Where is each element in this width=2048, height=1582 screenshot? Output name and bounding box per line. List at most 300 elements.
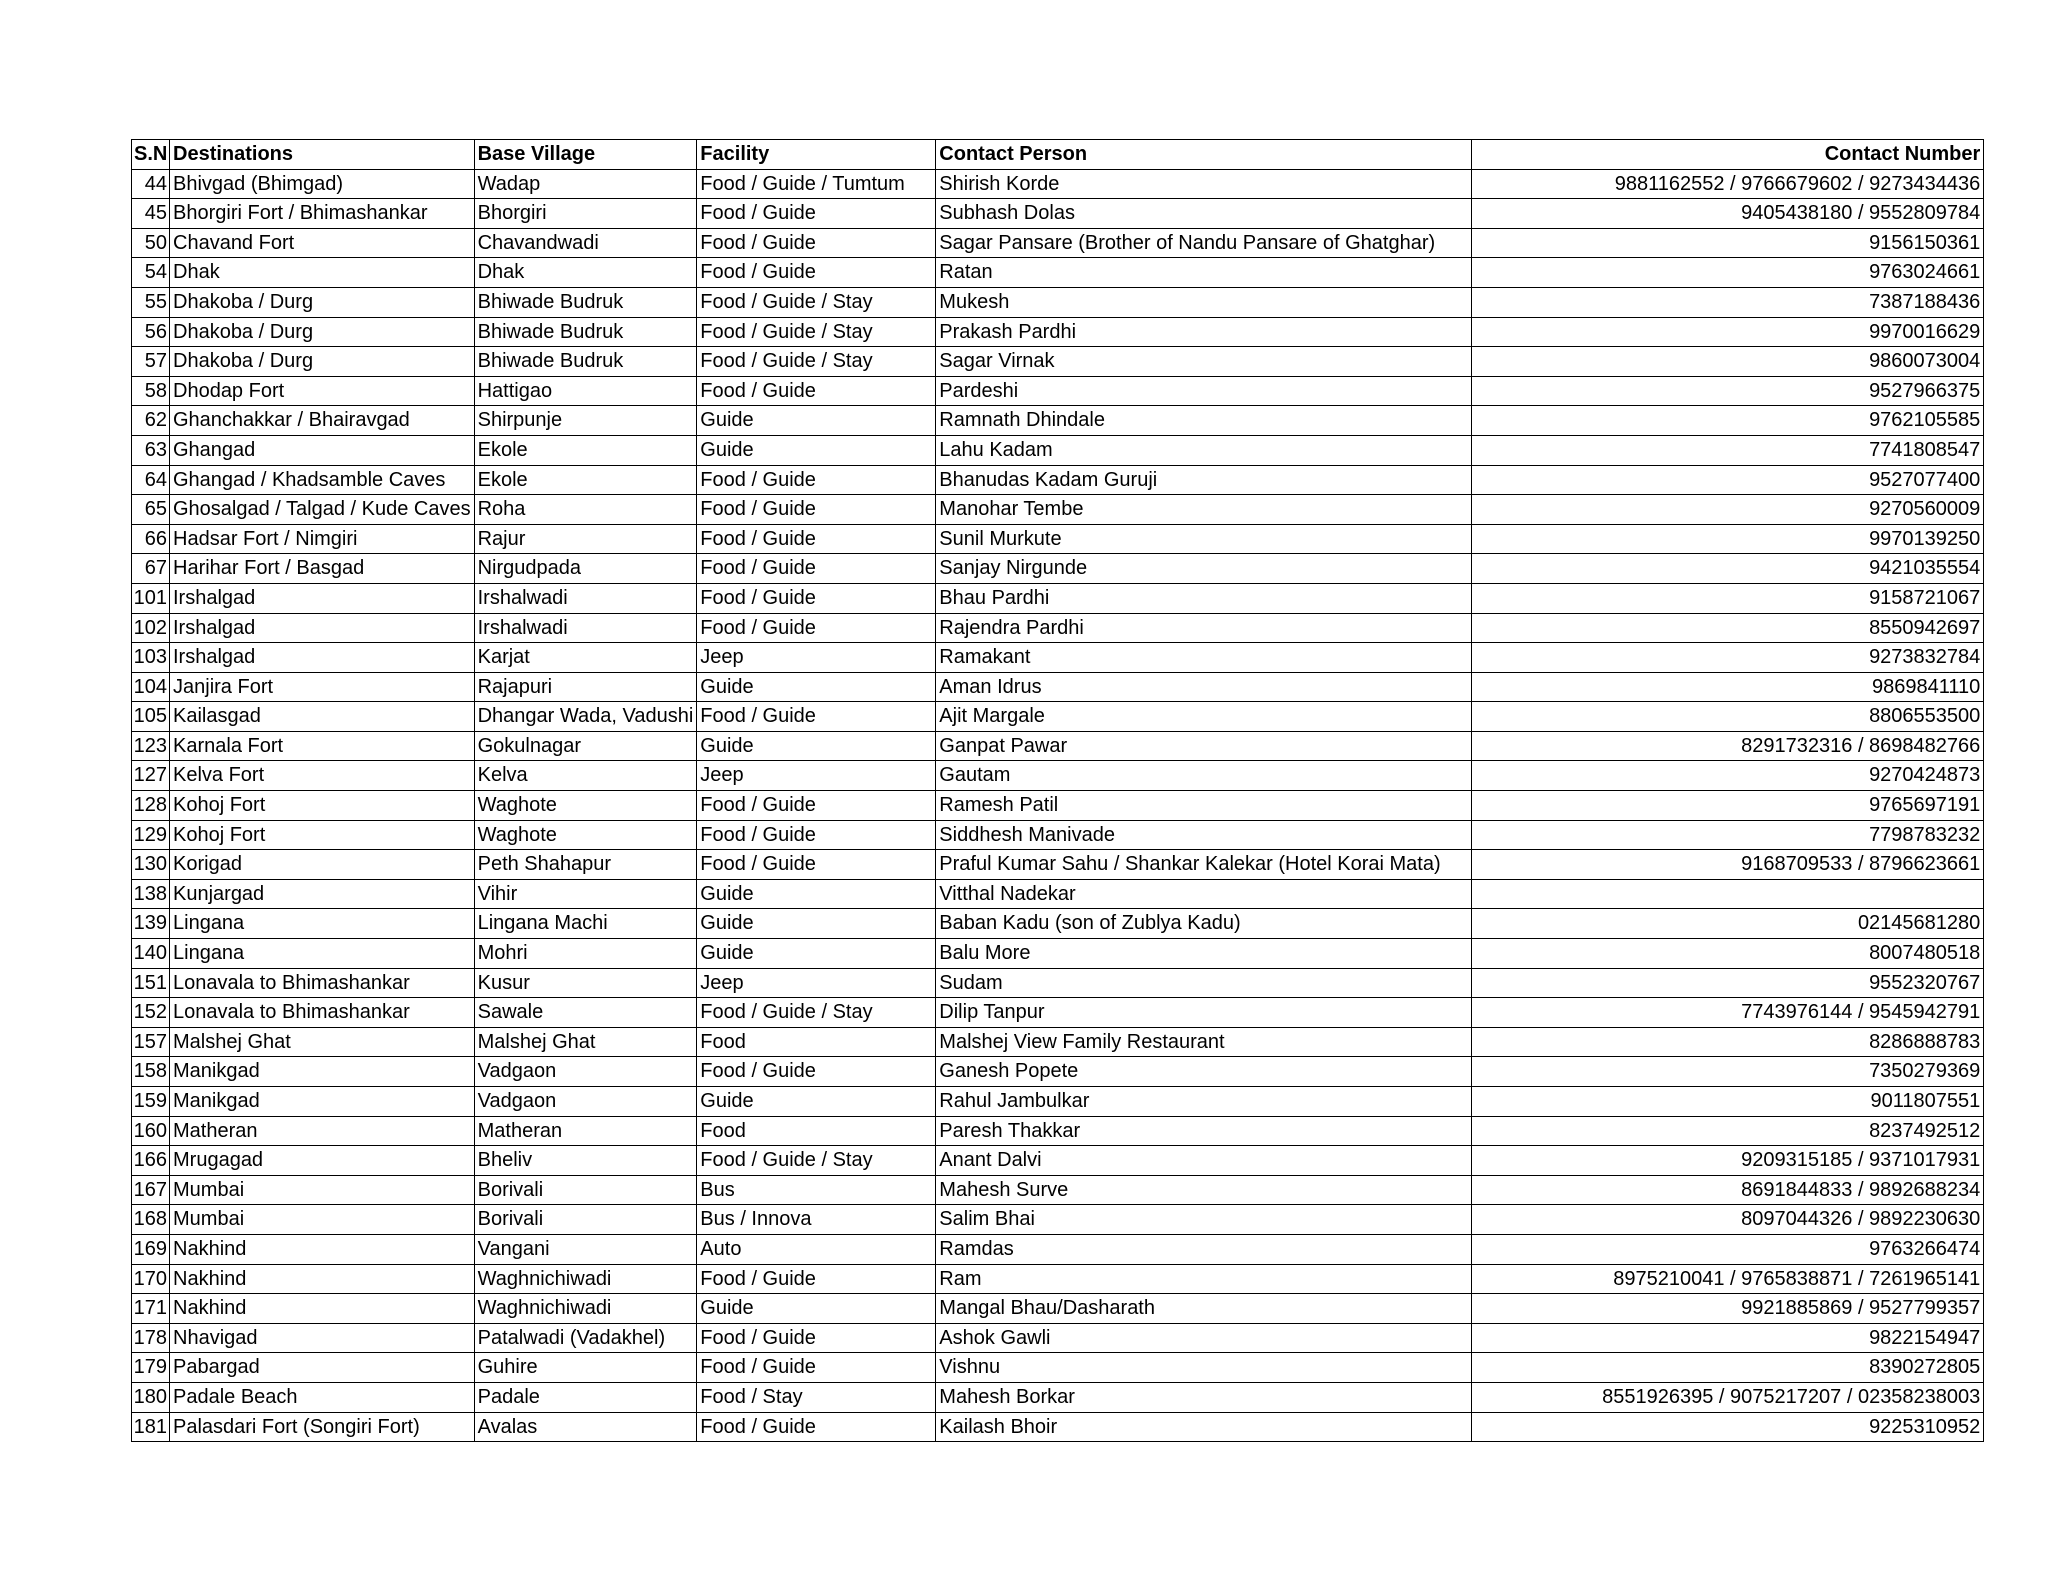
header-facility: Facility <box>697 140 936 170</box>
cell-contact-number: 9421035554 <box>1472 554 1984 584</box>
cell-contact-person: Vishnu <box>936 1353 1472 1383</box>
cell-base-village: Chavandwadi <box>474 228 697 258</box>
cell-sn: 104 <box>132 672 170 702</box>
cell-facility: Guide <box>697 672 936 702</box>
cell-base-village: Karjat <box>474 643 697 673</box>
cell-contact-number: 8237492512 <box>1472 1116 1984 1146</box>
cell-sn: 140 <box>132 939 170 969</box>
cell-contact-number: 9158721067 <box>1472 583 1984 613</box>
cell-facility: Food / Guide / Stay <box>697 317 936 347</box>
cell-facility: Guide <box>697 406 936 436</box>
cell-sn: 103 <box>132 643 170 673</box>
cell-sn: 130 <box>132 850 170 880</box>
cell-contact-number: 9822154947 <box>1472 1323 1984 1353</box>
cell-facility: Food / Guide <box>697 258 936 288</box>
cell-destination: Korigad <box>170 850 475 880</box>
cell-base-village: Malshej Ghat <box>474 1027 697 1057</box>
cell-destination: Mrugagad <box>170 1146 475 1176</box>
cell-destination: Mumbai <box>170 1175 475 1205</box>
cell-base-village: Irshalwadi <box>474 583 697 613</box>
cell-destination: Ghangad <box>170 435 475 465</box>
cell-facility: Guide <box>697 435 936 465</box>
cell-facility: Food / Guide <box>697 495 936 525</box>
cell-facility: Food / Guide <box>697 791 936 821</box>
cell-contact-number: 9970139250 <box>1472 524 1984 554</box>
cell-contact-person: Ganesh Popete <box>936 1057 1472 1087</box>
cell-sn: 129 <box>132 820 170 850</box>
cell-facility: Food / Guide <box>697 199 936 229</box>
cell-contact-person: Siddhesh Manivade <box>936 820 1472 850</box>
table-row <box>132 169 1984 199</box>
cell-sn: 151 <box>132 968 170 998</box>
cell-destination: Bhorgiri Fort / Bhimashankar <box>170 199 475 229</box>
cell-sn: 158 <box>132 1057 170 1087</box>
cell-contact-person: Balu More <box>936 939 1472 969</box>
table-row <box>132 791 1984 821</box>
cell-sn: 139 <box>132 909 170 939</box>
cell-sn: 180 <box>132 1382 170 1412</box>
cell-facility: Guide <box>697 731 936 761</box>
cell-facility: Food / Guide <box>697 850 936 880</box>
cell-sn: 123 <box>132 731 170 761</box>
cell-sn: 64 <box>132 465 170 495</box>
cell-contact-number: 8097044326 / 9892230630 <box>1472 1205 1984 1235</box>
cell-contact-person: Ratan <box>936 258 1472 288</box>
cell-destination: Kohoj Fort <box>170 820 475 850</box>
cell-base-village: Patalwadi (Vadakhel) <box>474 1323 697 1353</box>
cell-contact-person: Bhanudas Kadam Guruji <box>936 465 1472 495</box>
table-row <box>132 879 1984 909</box>
cell-sn: 138 <box>132 879 170 909</box>
cell-destination: Irshalgad <box>170 613 475 643</box>
cell-contact-number: 9225310952 <box>1472 1412 1984 1442</box>
cell-contact-number: 8806553500 <box>1472 702 1984 732</box>
cell-facility: Food / Guide <box>697 524 936 554</box>
cell-contact-number <box>1472 879 1984 909</box>
cell-facility: Guide <box>697 879 936 909</box>
cell-destination: Dhak <box>170 258 475 288</box>
cell-destination: Ghangad / Khadsamble Caves <box>170 465 475 495</box>
cell-base-village: Bheliv <box>474 1146 697 1176</box>
cell-contact-number: 9763024661 <box>1472 258 1984 288</box>
table-row <box>132 613 1984 643</box>
cell-facility: Food / Guide / Stay <box>697 347 936 377</box>
cell-base-village: Peth Shahapur <box>474 850 697 880</box>
cell-contact-person: Sunil Murkute <box>936 524 1472 554</box>
cell-destination: Padale Beach <box>170 1382 475 1412</box>
cell-base-village: Kelva <box>474 761 697 791</box>
cell-destination: Lonavala to Bhimashankar <box>170 968 475 998</box>
cell-contact-number: 8007480518 <box>1472 939 1984 969</box>
cell-sn: 44 <box>132 169 170 199</box>
cell-base-village: Avalas <box>474 1412 697 1442</box>
cell-destination: Lonavala to Bhimashankar <box>170 998 475 1028</box>
cell-sn: 168 <box>132 1205 170 1235</box>
contacts-table <box>131 139 1984 1442</box>
cell-base-village: Roha <box>474 495 697 525</box>
cell-destination: Karnala Fort <box>170 731 475 761</box>
cell-contact-person: Mahesh Borkar <box>936 1382 1472 1412</box>
cell-sn: 160 <box>132 1116 170 1146</box>
table-row <box>132 968 1984 998</box>
cell-destination: Manikgad <box>170 1057 475 1087</box>
cell-contact-person: Rajendra Pardhi <box>936 613 1472 643</box>
cell-contact-person: Ashok Gawli <box>936 1323 1472 1353</box>
cell-facility: Food / Guide / Stay <box>697 1146 936 1176</box>
cell-sn: 169 <box>132 1234 170 1264</box>
cell-destination: Lingana <box>170 909 475 939</box>
cell-destination: Ghanchakkar / Bhairavgad <box>170 406 475 436</box>
table-row <box>132 820 1984 850</box>
cell-facility: Food / Guide / Tumtum <box>697 169 936 199</box>
cell-base-village: Ekole <box>474 465 697 495</box>
cell-contact-number: 9168709533 / 8796623661 <box>1472 850 1984 880</box>
cell-contact-number: 9860073004 <box>1472 347 1984 377</box>
table-row <box>132 406 1984 436</box>
cell-sn: 57 <box>132 347 170 377</box>
cell-sn: 159 <box>132 1087 170 1117</box>
cell-facility: Food / Guide <box>697 1353 936 1383</box>
table-row <box>132 1382 1984 1412</box>
cell-base-village: Nirgudpada <box>474 554 697 584</box>
cell-contact-person: Pardeshi <box>936 376 1472 406</box>
cell-contact-person: Vitthal Nadekar <box>936 879 1472 909</box>
cell-contact-number: 7741808547 <box>1472 435 1984 465</box>
table-row <box>132 199 1984 229</box>
cell-facility: Food / Guide <box>697 1264 936 1294</box>
header-contact-person: Contact Person <box>936 140 1472 170</box>
cell-base-village: Ekole <box>474 435 697 465</box>
cell-contact-person: Rahul Jambulkar <box>936 1087 1472 1117</box>
cell-contact-number: 8291732316 / 8698482766 <box>1472 731 1984 761</box>
cell-facility: Food / Guide <box>697 1057 936 1087</box>
cell-contact-number: 8551926395 / 9075217207 / 02358238003 <box>1472 1382 1984 1412</box>
cell-destination: Janjira Fort <box>170 672 475 702</box>
table-row <box>132 1234 1984 1264</box>
table-row <box>132 435 1984 465</box>
cell-contact-person: Dilip Tanpur <box>936 998 1472 1028</box>
cell-sn: 152 <box>132 998 170 1028</box>
table-row <box>132 909 1984 939</box>
cell-destination: Kunjargad <box>170 879 475 909</box>
cell-sn: 181 <box>132 1412 170 1442</box>
cell-contact-person: Malshej View Family Restaurant <box>936 1027 1472 1057</box>
cell-sn: 63 <box>132 435 170 465</box>
cell-contact-number: 9156150361 <box>1472 228 1984 258</box>
cell-contact-number: 9273832784 <box>1472 643 1984 673</box>
table-row <box>132 583 1984 613</box>
cell-contact-person: Mukesh <box>936 287 1472 317</box>
table-row <box>132 1353 1984 1383</box>
cell-facility: Food <box>697 1027 936 1057</box>
cell-destination: Harihar Fort / Basgad <box>170 554 475 584</box>
cell-facility: Food / Guide <box>697 554 936 584</box>
cell-base-village: Borivali <box>474 1175 697 1205</box>
table-row <box>132 998 1984 1028</box>
cell-base-village: Matheran <box>474 1116 697 1146</box>
table-row <box>132 1116 1984 1146</box>
cell-sn: 50 <box>132 228 170 258</box>
cell-contact-number: 8691844833 / 9892688234 <box>1472 1175 1984 1205</box>
cell-destination: Kelva Fort <box>170 761 475 791</box>
cell-destination: Irshalgad <box>170 643 475 673</box>
cell-base-village: Padale <box>474 1382 697 1412</box>
cell-contact-person: Salim Bhai <box>936 1205 1472 1235</box>
cell-sn: 55 <box>132 287 170 317</box>
cell-facility: Bus / Innova <box>697 1205 936 1235</box>
cell-contact-person: Anant Dalvi <box>936 1146 1472 1176</box>
cell-contact-number: 9970016629 <box>1472 317 1984 347</box>
cell-base-village: Waghote <box>474 791 697 821</box>
cell-base-village: Waghote <box>474 820 697 850</box>
cell-sn: 66 <box>132 524 170 554</box>
header-destinations: Destinations <box>170 140 475 170</box>
cell-contact-number: 9881162552 / 9766679602 / 9273434436 <box>1472 169 1984 199</box>
cell-facility: Food / Guide <box>697 465 936 495</box>
cell-contact-person: Ramakant <box>936 643 1472 673</box>
cell-destination: Palasdari Fort (Songiri Fort) <box>170 1412 475 1442</box>
header-row <box>132 140 1984 170</box>
cell-contact-number: 7798783232 <box>1472 820 1984 850</box>
cell-base-village: Lingana Machi <box>474 909 697 939</box>
cell-contact-person: Sagar Virnak <box>936 347 1472 377</box>
cell-contact-number: 9405438180 / 9552809784 <box>1472 199 1984 229</box>
cell-sn: 157 <box>132 1027 170 1057</box>
cell-base-village: Bhiwade Budruk <box>474 317 697 347</box>
table-row <box>132 850 1984 880</box>
cell-facility: Food / Stay <box>697 1382 936 1412</box>
cell-destination: Matheran <box>170 1116 475 1146</box>
cell-base-village: Dhangar Wada, Vadushi <box>474 702 697 732</box>
cell-contact-person: Manohar Tembe <box>936 495 1472 525</box>
cell-destination: Hadsar Fort / Nimgiri <box>170 524 475 554</box>
cell-facility: Auto <box>697 1234 936 1264</box>
cell-destination: Dhakoba / Durg <box>170 347 475 377</box>
table-body <box>132 169 1984 1442</box>
cell-sn: 45 <box>132 199 170 229</box>
cell-base-village: Borivali <box>474 1205 697 1235</box>
cell-facility: Guide <box>697 939 936 969</box>
table-row <box>132 287 1984 317</box>
cell-sn: 58 <box>132 376 170 406</box>
table-row <box>132 1175 1984 1205</box>
table-row <box>132 761 1984 791</box>
cell-contact-person: Ajit Margale <box>936 702 1472 732</box>
header-base-village: Base Village <box>474 140 697 170</box>
cell-destination: Dhakoba / Durg <box>170 317 475 347</box>
cell-facility: Food / Guide <box>697 613 936 643</box>
cell-contact-number: 9763266474 <box>1472 1234 1984 1264</box>
table-row <box>132 554 1984 584</box>
cell-contact-number: 9011807551 <box>1472 1087 1984 1117</box>
table-row <box>132 643 1984 673</box>
cell-destination: Ghosalgad / Talgad / Kude Caves <box>170 495 475 525</box>
cell-contact-number: 7350279369 <box>1472 1057 1984 1087</box>
table-row <box>132 1205 1984 1235</box>
cell-destination: Mumbai <box>170 1205 475 1235</box>
cell-facility: Food / Guide <box>697 583 936 613</box>
cell-facility: Food / Guide / Stay <box>697 998 936 1028</box>
cell-sn: 179 <box>132 1353 170 1383</box>
cell-base-village: Wadap <box>474 169 697 199</box>
cell-base-village: Vadgaon <box>474 1057 697 1087</box>
cell-destination: Pabargad <box>170 1353 475 1383</box>
cell-destination: Kailasgad <box>170 702 475 732</box>
cell-destination: Lingana <box>170 939 475 969</box>
cell-contact-person: Shirish Korde <box>936 169 1472 199</box>
cell-contact-number: 8975210041 / 9765838871 / 7261965141 <box>1472 1264 1984 1294</box>
cell-base-village: Gokulnagar <box>474 731 697 761</box>
cell-contact-person: Aman Idrus <box>936 672 1472 702</box>
cell-base-village: Waghnichiwadi <box>474 1264 697 1294</box>
cell-contact-person: Subhash Dolas <box>936 199 1472 229</box>
cell-sn: 167 <box>132 1175 170 1205</box>
cell-contact-person: Ramesh Patil <box>936 791 1472 821</box>
cell-base-village: Mohri <box>474 939 697 969</box>
cell-destination: Dhodap Fort <box>170 376 475 406</box>
header-sn: S.N <box>132 140 170 170</box>
cell-facility: Food <box>697 1116 936 1146</box>
cell-base-village: Rajur <box>474 524 697 554</box>
cell-sn: 102 <box>132 613 170 643</box>
cell-contact-number: 9270424873 <box>1472 761 1984 791</box>
cell-base-village: Kusur <box>474 968 697 998</box>
table-row <box>132 731 1984 761</box>
cell-base-village: Waghnichiwadi <box>474 1294 697 1324</box>
table-row <box>132 672 1984 702</box>
cell-sn: 166 <box>132 1146 170 1176</box>
cell-contact-person: Mangal Bhau/Dasharath <box>936 1294 1472 1324</box>
cell-sn: 170 <box>132 1264 170 1294</box>
table-row <box>132 1294 1984 1324</box>
cell-sn: 62 <box>132 406 170 436</box>
cell-contact-person: Ramdas <box>936 1234 1472 1264</box>
cell-contact-person: Sanjay Nirgunde <box>936 554 1472 584</box>
cell-base-village: Shirpunje <box>474 406 697 436</box>
cell-base-village: Irshalwadi <box>474 613 697 643</box>
cell-contact-person: Praful Kumar Sahu / Shankar Kalekar (Hotel Korai Mata) <box>936 850 1472 880</box>
table-row <box>132 1087 1984 1117</box>
cell-contact-person: Ram <box>936 1264 1472 1294</box>
cell-sn: 56 <box>132 317 170 347</box>
cell-contact-person: Sudam <box>936 968 1472 998</box>
table-row <box>132 376 1984 406</box>
cell-facility: Food / Guide <box>697 376 936 406</box>
cell-contact-number: 9209315185 / 9371017931 <box>1472 1146 1984 1176</box>
cell-base-village: Vihir <box>474 879 697 909</box>
cell-facility: Bus <box>697 1175 936 1205</box>
cell-sn: 178 <box>132 1323 170 1353</box>
cell-destination: Dhakoba / Durg <box>170 287 475 317</box>
cell-contact-number: 8286888783 <box>1472 1027 1984 1057</box>
cell-destination: Manikgad <box>170 1087 475 1117</box>
cell-destination: Nakhind <box>170 1294 475 1324</box>
cell-destination: Kohoj Fort <box>170 791 475 821</box>
cell-destination: Bhivgad (Bhimgad) <box>170 169 475 199</box>
table-row <box>132 1264 1984 1294</box>
table-row <box>132 317 1984 347</box>
cell-destination: Nhavigad <box>170 1323 475 1353</box>
cell-facility: Jeep <box>697 968 936 998</box>
cell-contact-person: Ramnath Dhindale <box>936 406 1472 436</box>
cell-sn: 127 <box>132 761 170 791</box>
cell-facility: Jeep <box>697 761 936 791</box>
cell-sn: 105 <box>132 702 170 732</box>
cell-facility: Food / Guide <box>697 1323 936 1353</box>
cell-destination: Malshej Ghat <box>170 1027 475 1057</box>
cell-base-village: Rajapuri <box>474 672 697 702</box>
cell-contact-person: Paresh Thakkar <box>936 1116 1472 1146</box>
cell-contact-number: 9762105585 <box>1472 406 1984 436</box>
table-row <box>132 1146 1984 1176</box>
cell-contact-number: 8390272805 <box>1472 1353 1984 1383</box>
table-row <box>132 258 1984 288</box>
header-contact-number: Contact Number <box>1472 140 1984 170</box>
cell-base-village: Bhiwade Budruk <box>474 287 697 317</box>
cell-facility: Food / Guide <box>697 1412 936 1442</box>
table-row <box>132 524 1984 554</box>
cell-sn: 54 <box>132 258 170 288</box>
cell-facility: Guide <box>697 1294 936 1324</box>
cell-facility: Jeep <box>697 643 936 673</box>
cell-contact-number: 9270560009 <box>1472 495 1984 525</box>
cell-destination: Nakhind <box>170 1264 475 1294</box>
table-row <box>132 465 1984 495</box>
cell-base-village: Vadgaon <box>474 1087 697 1117</box>
cell-base-village: Guhire <box>474 1353 697 1383</box>
cell-contact-number: 02145681280 <box>1472 909 1984 939</box>
cell-sn: 101 <box>132 583 170 613</box>
cell-base-village: Sawale <box>474 998 697 1028</box>
cell-contact-number: 9765697191 <box>1472 791 1984 821</box>
table-row <box>132 495 1984 525</box>
cell-contact-number: 9552320767 <box>1472 968 1984 998</box>
cell-base-village: Hattigao <box>474 376 697 406</box>
table-row <box>132 1323 1984 1353</box>
cell-facility: Food / Guide <box>697 702 936 732</box>
cell-facility: Guide <box>697 1087 936 1117</box>
table-row <box>132 702 1984 732</box>
table-row <box>132 1027 1984 1057</box>
cell-destination: Irshalgad <box>170 583 475 613</box>
cell-contact-person: Lahu Kadam <box>936 435 1472 465</box>
cell-destination: Chavand Fort <box>170 228 475 258</box>
cell-contact-person: Prakash Pardhi <box>936 317 1472 347</box>
cell-contact-person: Mahesh Surve <box>936 1175 1472 1205</box>
cell-sn: 171 <box>132 1294 170 1324</box>
cell-base-village: Bhorgiri <box>474 199 697 229</box>
cell-contact-number: 9527077400 <box>1472 465 1984 495</box>
table-row <box>132 347 1984 377</box>
cell-facility: Guide <box>697 909 936 939</box>
cell-sn: 67 <box>132 554 170 584</box>
cell-contact-number: 8550942697 <box>1472 613 1984 643</box>
cell-contact-person: Baban Kadu (son of Zublya Kadu) <box>936 909 1472 939</box>
cell-destination: Nakhind <box>170 1234 475 1264</box>
table-row <box>132 1412 1984 1442</box>
table-row <box>132 939 1984 969</box>
cell-base-village: Vangani <box>474 1234 697 1264</box>
cell-sn: 65 <box>132 495 170 525</box>
table-row <box>132 1057 1984 1087</box>
cell-contact-person: Bhau Pardhi <box>936 583 1472 613</box>
cell-contact-person: Ganpat Pawar <box>936 731 1472 761</box>
cell-base-village: Bhiwade Budruk <box>474 347 697 377</box>
cell-sn: 128 <box>132 791 170 821</box>
cell-contact-number: 9527966375 <box>1472 376 1984 406</box>
cell-contact-number: 7387188436 <box>1472 287 1984 317</box>
cell-contact-person: Gautam <box>936 761 1472 791</box>
